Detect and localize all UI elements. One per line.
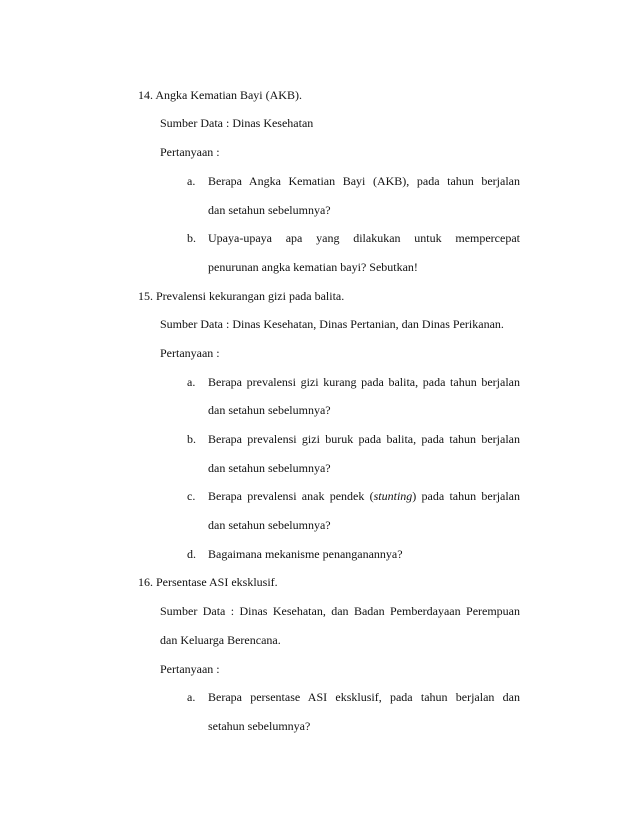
item-15-source: Sumber Data : Dinas Kesehatan, Dinas Pertanian, dan Dinas Perikanan.	[160, 317, 504, 331]
item-15-q-c-marker: c.	[187, 489, 196, 503]
item-14-source: Sumber Data : Dinas Kesehatan	[160, 116, 314, 130]
item-16-source-line2: dan Keluarga Berencana.	[160, 633, 281, 647]
item-15-heading: 15. Prevalensi kekurangan gizi pada balita.	[138, 289, 345, 303]
item-15-q-c-line2: dan setahun sebelumnya?	[208, 518, 331, 532]
item-15-q-d-marker: d.	[187, 547, 196, 561]
item-14-q-a-line1: Berapa Angka Kematian Bayi (AKB), pada tahun berjalan	[208, 174, 520, 188]
item-16-q-a-line1: Berapa persentase ASI eksklusif, pada tahun berjalan dan	[208, 690, 520, 704]
item-15-q-c-line1-pre: Berapa prevalensi anak pendek (	[208, 489, 374, 503]
item-15-q-b-line1: Berapa prevalensi gizi buruk pada balita, pada tahun berjalan	[208, 432, 520, 446]
item-14-q-b-marker: b.	[187, 231, 196, 245]
item-14-q-b-line1: Upaya-upaya apa yang dilakukan untuk mempercepat	[208, 231, 520, 245]
item-15-q-c-line1	[208, 489, 520, 504]
item-14-q-b-line2: penurunan angka kematian bayi? Sebutkan!	[208, 260, 418, 274]
item-14-q-a-marker: a.	[187, 174, 196, 188]
item-15-q-b-line2: dan setahun sebelumnya?	[208, 461, 331, 475]
item-16-q-a-line2: setahun sebelumnya?	[208, 719, 311, 733]
item-16-q-a-marker: a.	[187, 690, 196, 704]
item-15-q-d-line1: Bagaimana mekanisme penanganannya?	[208, 547, 403, 561]
item-16-source-line1: Sumber Data : Dinas Kesehatan, dan Badan Pemberdayaan Perempuan	[160, 604, 520, 618]
item-15-q-c-line1-em: stunting	[373, 489, 413, 503]
item-16-heading: 16. Persentase ASI eksklusif.	[138, 575, 278, 589]
item-14-q-a-line2: dan setahun sebelumnya?	[208, 203, 331, 217]
item-16-question-label: Pertanyaan :	[160, 662, 220, 676]
item-15-question-label: Pertanyaan :	[160, 346, 220, 360]
item-14-heading: 14. Angka Kematian Bayi (AKB).	[138, 88, 302, 102]
item-15-q-c-line1-post: ) pada tahun berjalan	[412, 489, 521, 503]
item-15-q-b-marker: b.	[187, 432, 196, 446]
item-14-question-label: Pertanyaan :	[160, 145, 220, 159]
item-15-q-a-line1: Berapa prevalensi gizi kurang pada balita, pada tahun berjalan	[208, 375, 520, 389]
item-15-q-a-line2: dan setahun sebelumnya?	[208, 403, 331, 417]
item-15-q-a-marker: a.	[187, 375, 196, 389]
